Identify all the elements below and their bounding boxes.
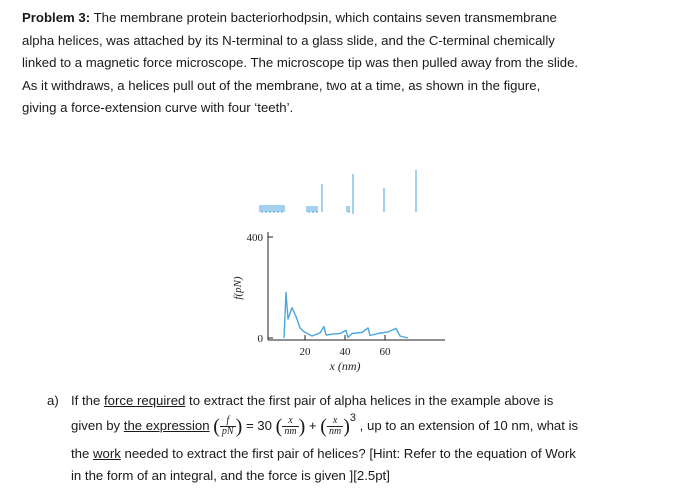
helix-glyph-3: [347, 174, 353, 214]
expression-link: the expression: [123, 418, 210, 433]
intro-line-1: Problem 3: The membrane protein bacteriorhodpsin, which contains seven transmembrane: [22, 10, 557, 25]
helix-glyph-2: [307, 184, 322, 212]
helix-glyphs: [260, 170, 416, 214]
intro-line-4: As it withdraws, a helices pull out of the membrane, two at a time, as shown in the figure,: [22, 77, 541, 93]
y-tick-label-0: 0: [257, 333, 263, 345]
part-a-line-2: given by the expression ( $\frac{f}{pN}$ ) = 30 ( $\frac{x}{nm}$ ) + ( $\frac{x}{nm}$ )$^3$ , up to an extension of 10 nm, what is: [71, 412, 579, 438]
part-a-line-4: in the form of an integral, and the force is given ][2.5pt]: [71, 468, 390, 483]
x-axis-label: x (nm): [329, 359, 361, 373]
problem-label: Problem 3:: [22, 10, 91, 25]
helix-glyph-1: [260, 205, 284, 212]
intro-line-3: linked to a magnetic force microscope. The microscope tip was then pulled away from the slide.: [22, 55, 579, 70]
part-a-line-3: the work needed to extract the first pair of helices? [Hint: Refer to the equation of Work: [71, 446, 576, 461]
equation: ( $\frac{f}{pN}$ ) = 30 ( $\frac{x}{nm}$ ) + ( $\frac{x}{nm}$ )$^3$: [213, 412, 356, 438]
intro-line-5: giving a force-extension curve with four ‘teeth’.: [22, 100, 294, 115]
force-required-link: force required: [104, 393, 186, 408]
y-axis-label: f(pN): [232, 276, 244, 300]
part-a-line-1: If the force required to extract the first pair of alpha helices in the example above is: [71, 393, 554, 408]
y-tick-label-400: 400: [246, 232, 263, 244]
force-extension-curve: [284, 293, 408, 339]
problem-intro: [22, 7, 682, 120]
force-extension-figure: [225, 170, 465, 385]
x-tick-label-40: 40: [339, 346, 351, 358]
intro-line-2: alpha helices, was attached by its N-terminal to a glass slide, and the C-terminal chemically: [22, 32, 555, 48]
axes: [268, 232, 445, 340]
part-a-prefix: a): [47, 393, 59, 408]
work-link: work: [93, 446, 121, 461]
x-tick-label-20: 20: [299, 346, 311, 358]
x-tick-label-60: 60: [379, 346, 391, 358]
